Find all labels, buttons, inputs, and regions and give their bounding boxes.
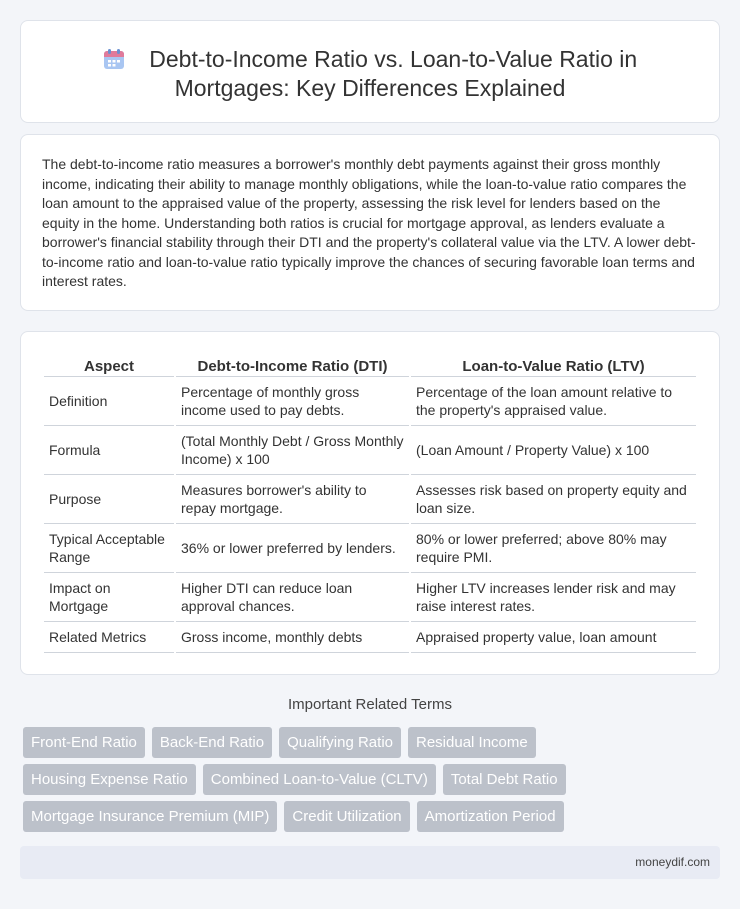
related-term-tag[interactable]: Combined Loan-to-Value (CLTV) <box>203 764 436 795</box>
footer <box>20 846 720 879</box>
dti-cell: Gross income, monthly debts <box>176 622 409 653</box>
related-term-tag[interactable]: Qualifying Ratio <box>279 727 401 758</box>
ltv-cell: Percentage of the loan amount relative to the property's appraised value. <box>411 377 696 426</box>
related-terms-list <box>23 727 723 838</box>
page-title: Debt-to-Income Ratio vs. Loan-to-Value Ratio in Mortgages: Key Differences Explained <box>149 46 638 101</box>
table-row <box>44 377 696 426</box>
tag-row <box>23 727 723 758</box>
dti-cell: Higher DTI can reduce loan approval chances. <box>176 573 409 622</box>
ltv-cell: (Loan Amount / Property Value) x 100 <box>411 426 696 475</box>
dti-cell: Measures borrower's ability to repay mortgage. <box>176 475 409 524</box>
table-row <box>44 573 696 622</box>
row-label: Formula <box>44 426 174 475</box>
table-card <box>20 331 720 675</box>
row-label: Impact on Mortgage <box>44 573 174 622</box>
related-terms-heading: Important Related Terms <box>288 696 452 713</box>
column-header-aspect: Aspect <box>44 352 174 377</box>
row-label: Related Metrics <box>44 622 174 653</box>
related-term-tag[interactable]: Front-End Ratio <box>23 727 145 758</box>
intro-paragraph: The debt-to-income ratio measures a borrower's monthly debt payments against their gross monthly income, indicating their ability to manage monthly obligations, while the loan-to-value ratio compares the loan amount to the appraised value of the property, assessing the risk level for lenders based on the equity in the home. Understanding both ratios is crucial for mortgage approval, as lenders evaluate a borrower's financial stability through their DTI and the property's collateral value via the LTV. A lower debt-to-income ratio and loan-to-value ratio typically improve the chances of securing favorable loan terms and interest rates. <box>42 156 696 289</box>
dti-cell: Percentage of monthly gross income used to pay debts. <box>176 377 409 426</box>
related-term-tag[interactable]: Residual Income <box>408 727 536 758</box>
related-term-tag[interactable]: Amortization Period <box>417 801 564 832</box>
tag-row <box>23 764 723 795</box>
row-label: Typical Acceptable Range <box>44 524 174 573</box>
ltv-cell: 80% or lower preferred; above 80% may require PMI. <box>411 524 696 573</box>
related-term-tag[interactable]: Back-End Ratio <box>152 727 272 758</box>
related-term-tag[interactable]: Housing Expense Ratio <box>23 764 196 795</box>
related-term-tag[interactable]: Mortgage Insurance Premium (MIP) <box>23 801 277 832</box>
comparison-table <box>42 352 698 653</box>
ltv-cell: Assesses risk based on property equity and loan size. <box>411 475 696 524</box>
table-header-row <box>44 352 696 377</box>
tag-row <box>23 801 723 832</box>
dti-cell: (Total Monthly Debt / Gross Monthly Income) x 100 <box>176 426 409 475</box>
calendar-icon <box>103 48 125 70</box>
row-label: Definition <box>44 377 174 426</box>
column-header-ltv: Loan-to-Value Ratio (LTV) <box>411 352 696 377</box>
column-header-dti: Debt-to-Income Ratio (DTI) <box>176 352 409 377</box>
title-wrap <box>61 45 679 103</box>
ltv-cell: Appraised property value, loan amount <box>411 622 696 653</box>
ltv-cell: Higher LTV increases lender risk and may raise interest rates. <box>411 573 696 622</box>
row-label: Purpose <box>44 475 174 524</box>
related-term-tag[interactable]: Credit Utilization <box>284 801 409 832</box>
site-name[interactable]: moneydif.com <box>635 855 710 869</box>
table-row <box>44 524 696 573</box>
dti-cell: 36% or lower preferred by lenders. <box>176 524 409 573</box>
table-row <box>44 622 696 653</box>
related-term-tag[interactable]: Total Debt Ratio <box>443 764 566 795</box>
table-row <box>44 426 696 475</box>
intro-card <box>20 134 720 311</box>
title-card <box>20 20 720 123</box>
table-row <box>44 475 696 524</box>
